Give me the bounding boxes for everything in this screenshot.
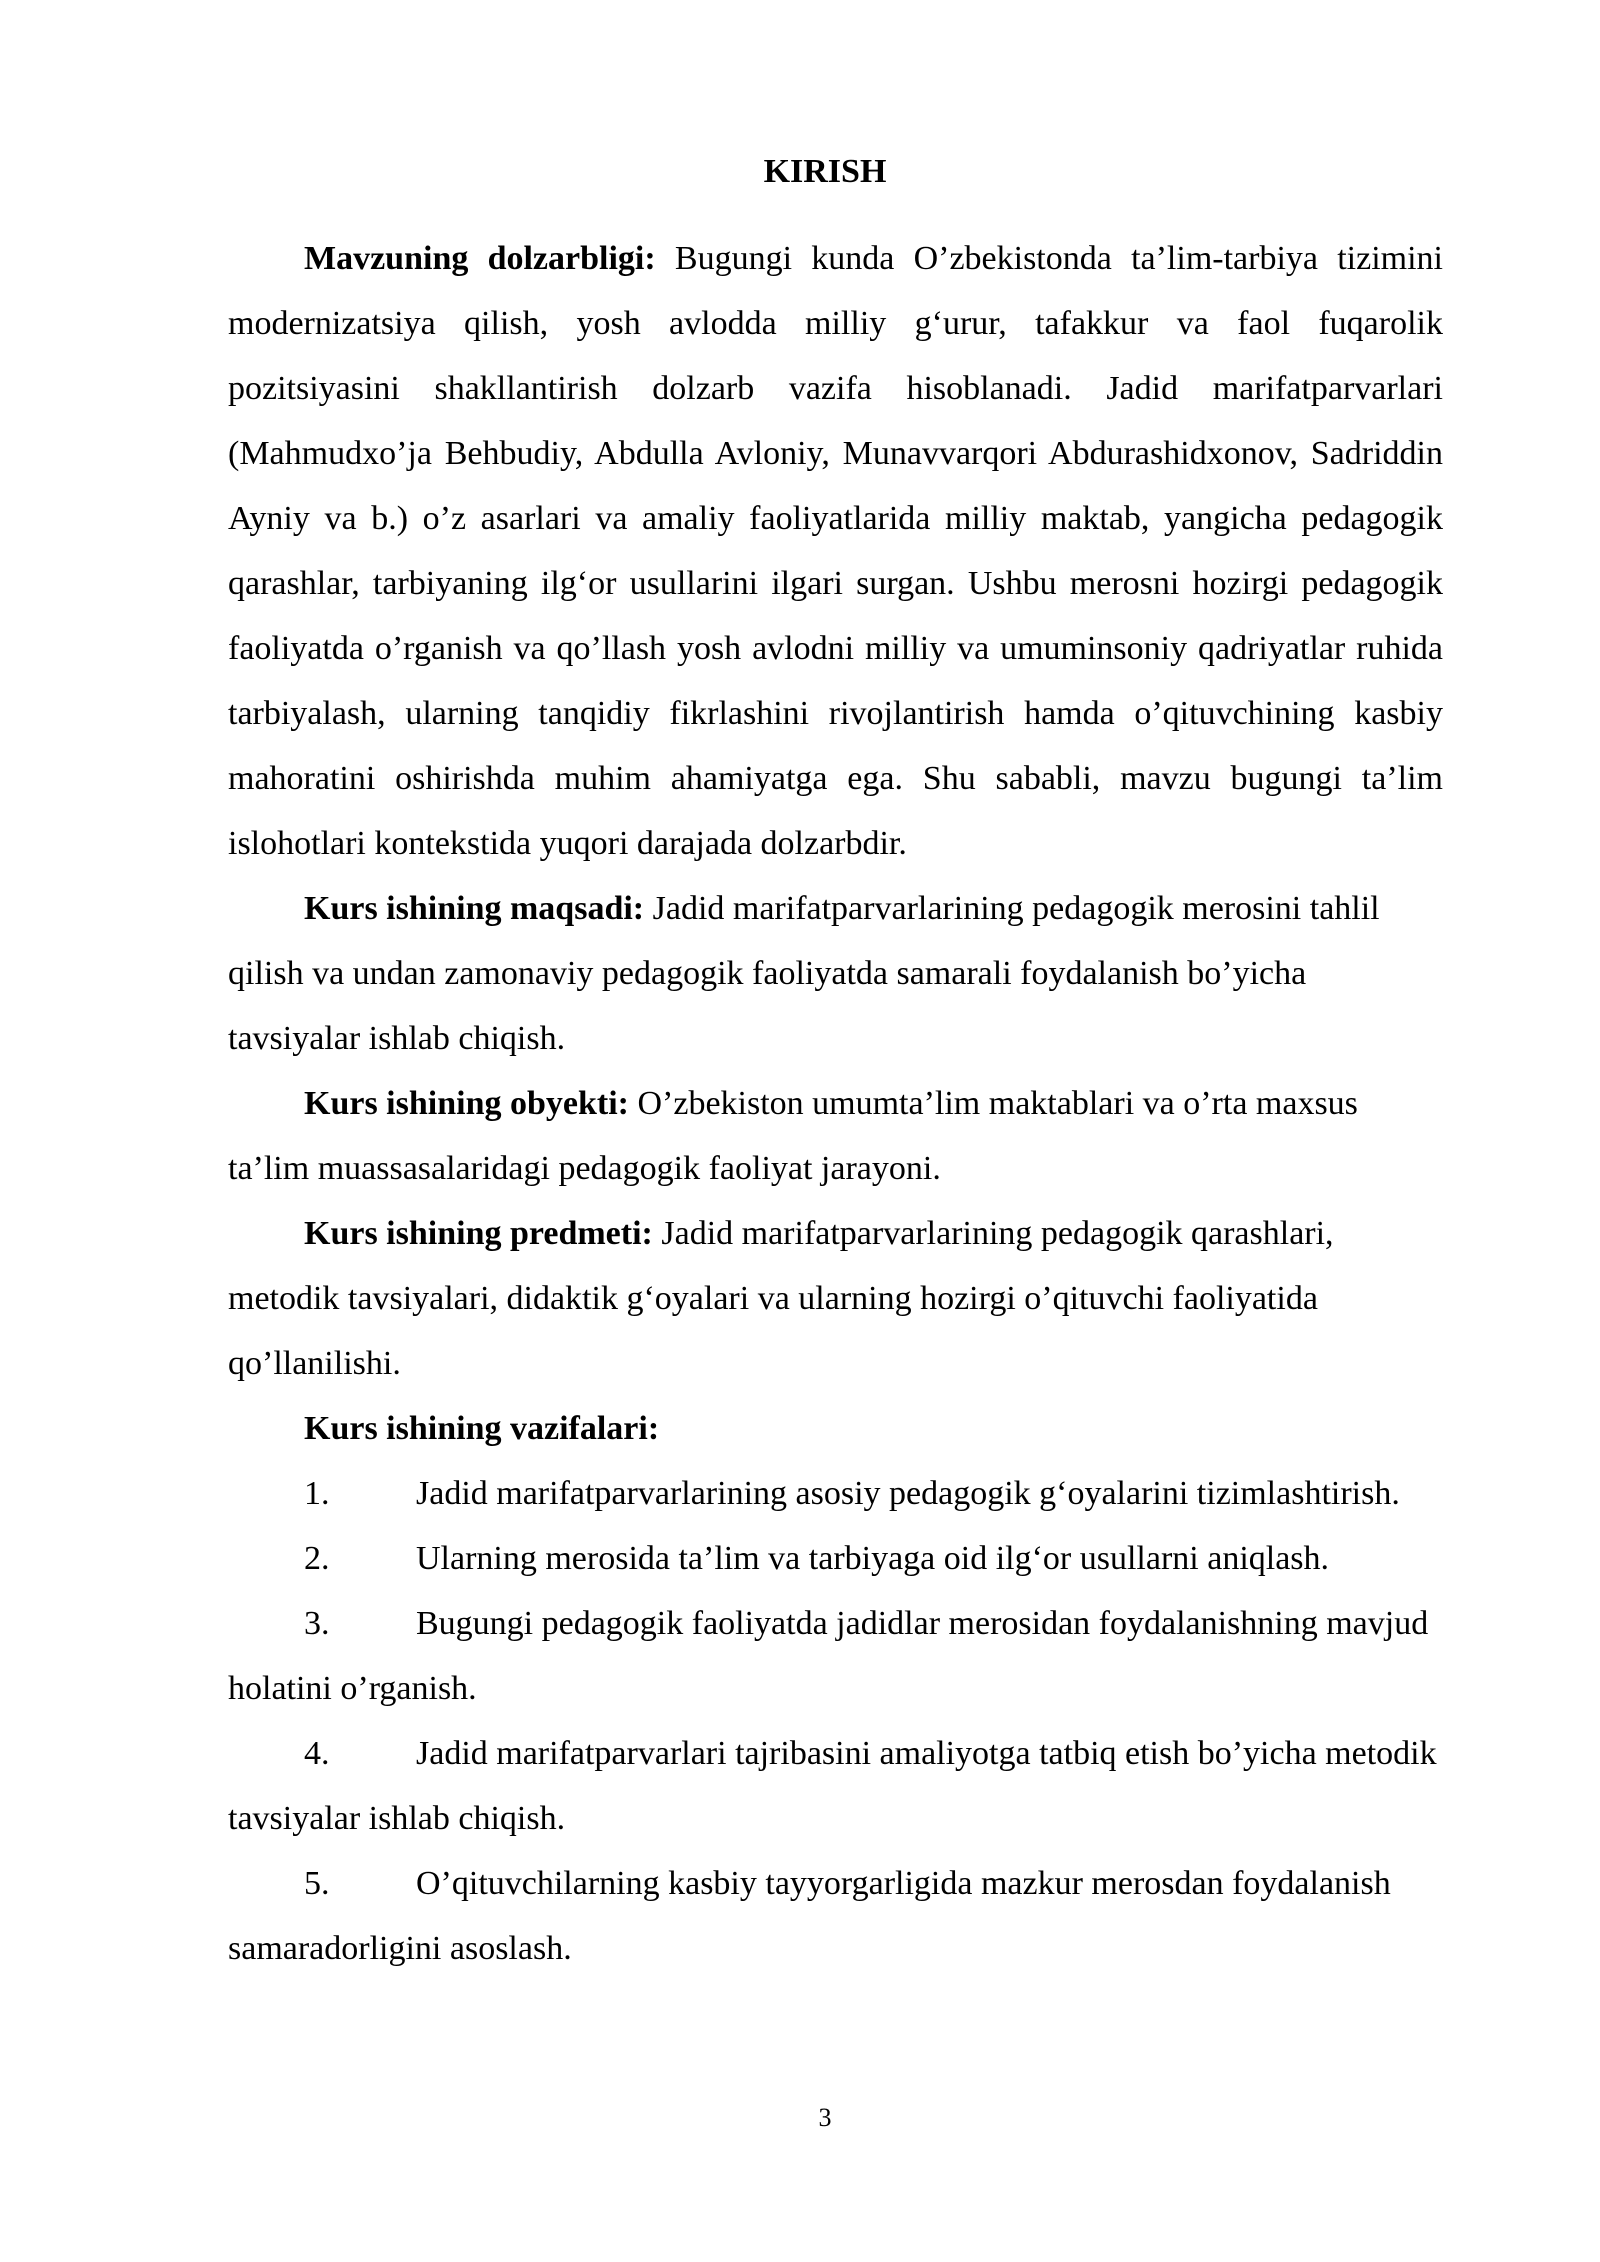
- tasks-label: Kurs ishining vazifalari:: [304, 1410, 660, 1447]
- task-number: 1.: [304, 1475, 330, 1512]
- document-body: [228, 226, 1443, 1981]
- relevance-text: Bugungi kunda O’zbekistonda ta’lim-tarbiya tizimini modernizatsiya qilish, yosh avlodda milliy g‘urur, tafakkur va faol fuqarolik pozitsiyasini shakllantirish dolzarb vazifa hisoblanadi. Jadid marifatparvarlari (Mahmudxo’ja Behbudiy, Abdulla Avloniy, Munavvarqori Abdurashidxonov, Sadriddin Ayniy va b.) o’z asarlari va amaliy faoliyatlarida milliy maktab, yangicha pedagogik qarashlar, tarbiyaning ilg‘or usullarini ilgari surgan. Ushbu merosni hozirgi pedagogik faoliyatda o’rganish va qo’llash yosh avlodni milliy va umuminsoniy qadriyatlar ruhida tarbiyalash, ularning tanqidiy fikrlashini rivojlantirish hamda o’qituvchining kasbiy mahoratini oshirishda muhim ahamiyatga ega. Shu sababli, mavzu bugungi ta’lim islohotlari kontekstida yuqori darajada dolzarbdir.: [228, 240, 1443, 862]
- subject-paragraph: [228, 1201, 1443, 1396]
- task-text: Jadid marifatparvarlari tajribasini amaliyotga tatbiq etish bo’yicha metodik tavsiyalar ishlab chiqish.: [228, 1735, 1437, 1837]
- task-number: 5.: [304, 1865, 330, 1902]
- relevance-label: Mavzuning dolzarbligi:: [304, 240, 656, 277]
- tasks-heading-paragraph: [228, 1396, 1443, 1461]
- goal-paragraph: [228, 876, 1443, 1071]
- task-number: 2.: [304, 1540, 330, 1577]
- task-text: Ularning merosida ta’lim va tarbiyaga oid ilg‘or usullarni aniqlash.: [416, 1540, 1330, 1577]
- task-item: [228, 1851, 1443, 1981]
- task-item: [228, 1721, 1443, 1851]
- object-label: Kurs ishining obyekti:: [304, 1085, 629, 1122]
- goal-text: Jadid marifatparvarlarining pedagogik merosini tahlil qilish va undan zamonaviy pedagogik faoliyatda samarali foydalanish bo’yicha tavsiyalar ishlab chiqish.: [228, 890, 1380, 1057]
- page-title: KIRISH: [763, 153, 887, 190]
- object-text: O’zbekiston umumta’lim maktablari va o’rta maxsus ta’lim muassasalaridagi pedagogik faoliyat jarayoni.: [228, 1085, 1358, 1187]
- task-text: Bugungi pedagogik faoliyatda jadidlar merosidan foydalanishning mavjud holatini o’rganish.: [228, 1605, 1429, 1707]
- object-paragraph: [228, 1071, 1443, 1201]
- task-text: O’qituvchilarning kasbiy tayyorgarligida mazkur merosdan foydalanish samaradorligini asoslash.: [228, 1865, 1391, 1967]
- task-item: [228, 1526, 1443, 1591]
- subject-text: Jadid marifatparvarlarining pedagogik qarashlari, metodik tavsiyalari, didaktik g‘oyalari va ularning hozirgi o’qituvchi faoliyatida qo’llanilishi.: [228, 1215, 1334, 1382]
- task-number: 3.: [304, 1605, 330, 1642]
- relevance-paragraph: [228, 226, 1443, 876]
- task-text: Jadid marifatparvarlarining asosiy pedagogik g‘oyalarini tizimlashtirish.: [416, 1475, 1400, 1512]
- task-item: [228, 1461, 1443, 1526]
- page-number: 3: [818, 2103, 832, 2132]
- task-item: [228, 1591, 1443, 1721]
- goal-label: Kurs ishining maqsadi:: [304, 890, 645, 927]
- subject-label: Kurs ishining predmeti:: [304, 1215, 653, 1252]
- task-number: 4.: [304, 1735, 330, 1772]
